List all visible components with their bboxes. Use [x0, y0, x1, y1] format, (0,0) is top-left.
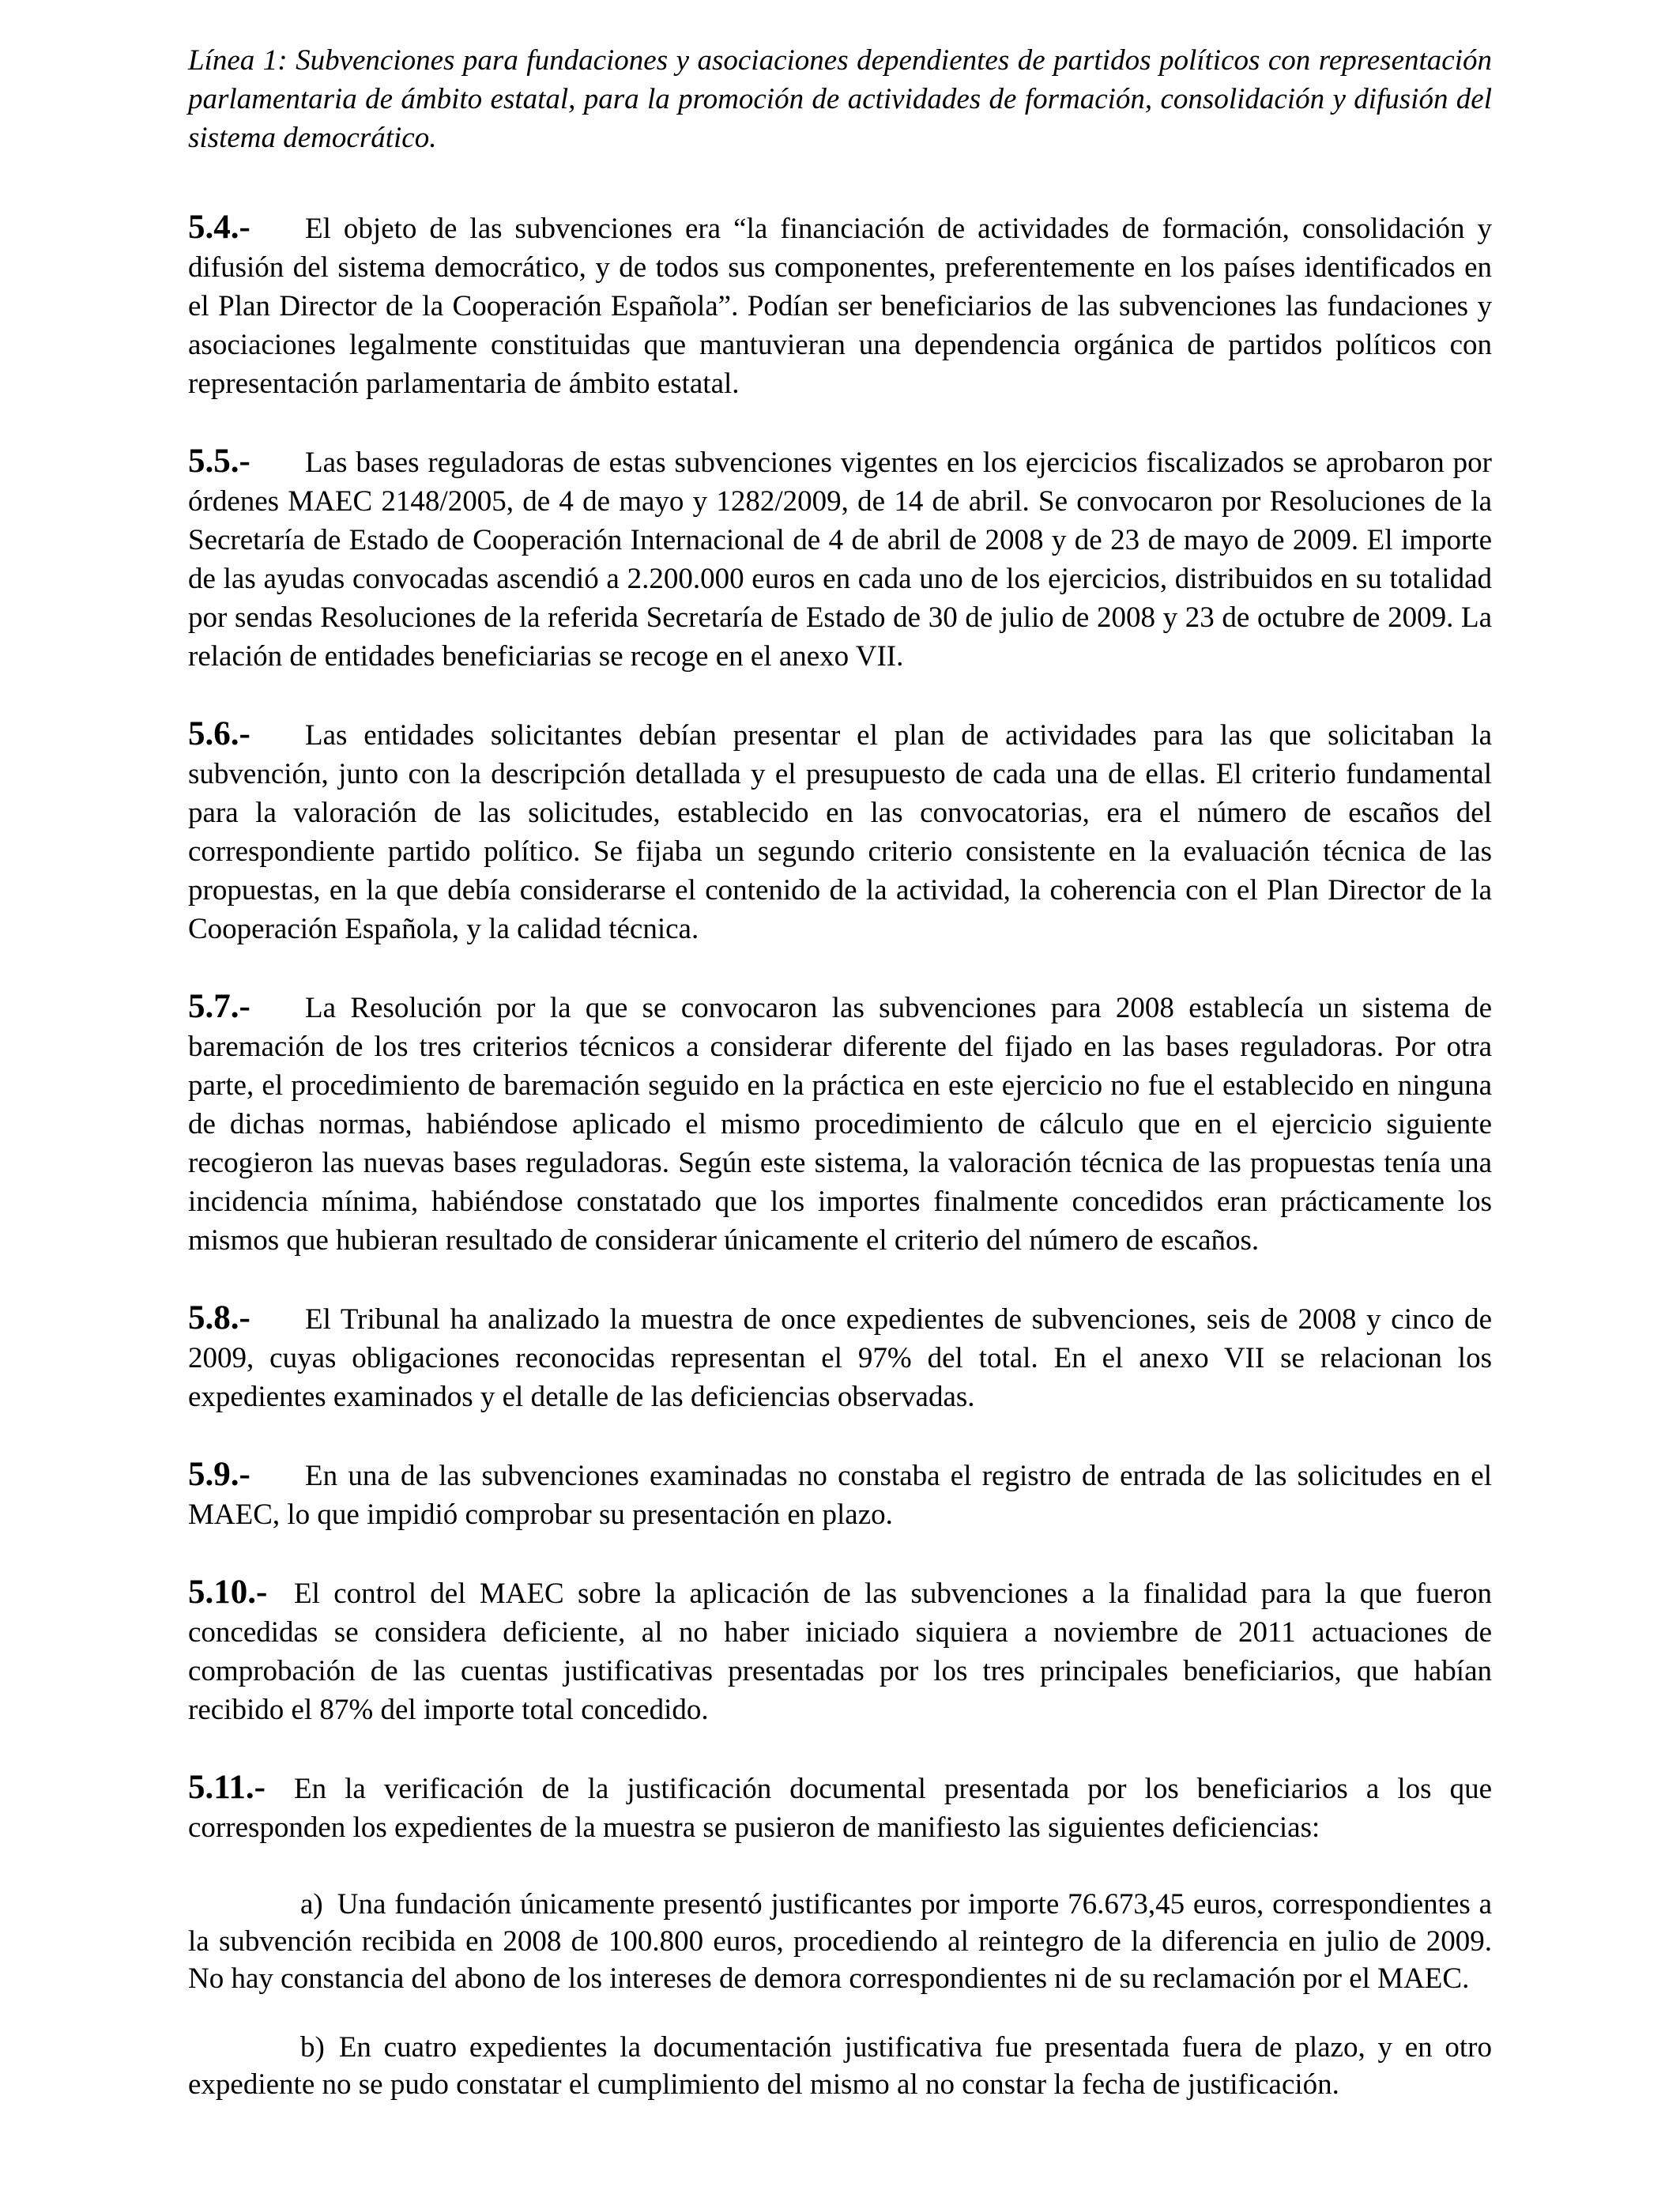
- paragraph-text: En una de las subvenciones examinadas no constaba el registro de entrada de las solicitudes en el MAEC, lo que impidió comprobar su presentación en plazo.: [188, 1460, 1492, 1531]
- paragraph-number: 5.11.-: [188, 1769, 266, 1806]
- paragraph-5-9: [188, 1455, 1492, 1534]
- paragraph-text: El control del MAEC sobre la aplicación de las subvenciones a la finalidad para la que fueron concedidas se considera deficiente, al no haber iniciado siquiera a noviembre de 2011 actuaciones de comprobación de las cuentas justificativas presentadas por los tres principales beneficiarios, que habían recibido el 87% del importe total concedido.: [188, 1578, 1492, 1726]
- section-intro: Línea 1: Subvenciones para fundaciones y asociaciones dependientes de partidos políticos con representación parlamentaria de ámbito estatal, para la promoción de actividades de formación, consolidación y difusión del sistema democrático.: [188, 44, 1492, 154]
- paragraph-5-8: [188, 1299, 1492, 1416]
- paragraph-number: 5.8.-: [188, 1299, 250, 1336]
- list-marker: b): [300, 2031, 325, 2064]
- list-item-text: Una fundación únicamente presentó justificantes por importe 76.673,45 euros, correspondientes a la subvención recibida en 2008 de 100.800 euros, procediendo al reintegro de la diferencia en julio de 2009. No hay constancia del abono de los intereses de demora correspondientes ni de su reclamación por el MAEC.: [188, 1888, 1492, 1995]
- paragraph-text: En la verificación de la justificación documental presentada por los beneficiarios a los que corresponden los expedientes de la muestra se pusieron de manifiesto las siguientes deficiencias:: [188, 1773, 1492, 1844]
- paragraph-5-5: [188, 442, 1492, 676]
- list-item-a: [188, 1886, 1492, 1997]
- paragraph-text: El Tribunal ha analizado la muestra de once expedientes de subvenciones, seis de 2008 y cinco de 2009, cuyas obligaciones reconocidas representan el 97% del total. En el anexo VII se relacionan los expedientes examinados y el detalle de las deficiencias observadas.: [188, 1303, 1492, 1413]
- list-item-text: En cuatro expedientes la documentación justificativa fue presentada fuera de plazo, y en otro expediente no se pudo constatar el cumplimiento del mismo al no constar la fecha de justificación.: [188, 2031, 1492, 2101]
- paragraph-5-4: [188, 208, 1492, 403]
- paragraph-number: 5.10.-: [188, 1574, 268, 1611]
- paragraph-5-6: [188, 714, 1492, 948]
- paragraph-number: 5.7.-: [188, 988, 250, 1025]
- paragraph-5-11: [188, 1768, 1492, 1847]
- paragraph-text: Las entidades solicitantes debían presentar el plan de actividades para las que solicitaban la subvención, junto con la descripción detallada y el presupuesto de cada una de ellas. El criterio fundamental para la valoración de las solicitudes, establecido en las convocatorias, era el número de escaños del correspondiente partido político. Se fijaba un segundo criterio consistente en la evaluación técnica de las propuestas, en la que debía considerarse el contenido de la actividad, la coherencia con el Plan Director de la Cooperación Española, y la calidad técnica.: [188, 719, 1492, 945]
- paragraph-text: La Resolución por la que se convocaron las subvenciones para 2008 establecía un sistema de baremación de los tres criterios técnicos a considerar diferente del fijado en las bases reguladoras. Por otra parte, el procedimiento de baremación seguido en la práctica en este ejercicio no fue el establecido en ninguna de dichas normas, habiéndose aplicado el mismo procedimiento de cálculo que en el ejercicio siguiente recogieron las nuevas bases reguladoras. Según este sistema, la valoración técnica de las propuestas tenía una incidencia mínima, habiéndose constatado que los importes finalmente concedidos eran prácticamente los mismos que hubieran resultado de considerar únicamente el criterio del número de escaños.: [188, 992, 1492, 1257]
- paragraph-number: 5.4.-: [188, 209, 250, 246]
- paragraph-text: El objeto de las subvenciones era “la financiación de actividades de formación, consolidación y difusión del sistema democrático, y de todos sus componentes, preferentemente en los países identificados en el Plan Director de la Cooperación Española”. Podían ser beneficiarios de las subvenciones las fundaciones y asociaciones legalmente constituidas que mantuvieran una dependencia orgánica de partidos políticos con representación parlamentaria de ámbito estatal.: [188, 213, 1492, 400]
- paragraph-5-7: [188, 987, 1492, 1260]
- paragraph-number: 5.5.-: [188, 443, 250, 480]
- paragraph-5-10: [188, 1573, 1492, 1729]
- list-marker: a): [300, 1888, 323, 1921]
- list-item-b: [188, 2029, 1492, 2103]
- paragraph-number: 5.6.-: [188, 715, 250, 752]
- paragraph-text: Las bases reguladoras de estas subvenciones vigentes en los ejercicios fiscalizados se aprobaron por órdenes MAEC 2148/2005, de 4 de mayo y 1282/2009, de 14 de abril. Se convocaron por Resoluciones de la Secretaría de Estado de Cooperación Internacional de 4 de abril de 2008 y de 23 de mayo de 2009. El importe de las ayudas convocadas ascendió a 2.200.000 euros en cada uno de los ejercicios, distribuidos en su totalidad por sendas Resoluciones de la referida Secretaría de Estado de 30 de julio de 2008 y 23 de octubre de 2009. La relación de entidades beneficiarias se recoge en el anexo VII.: [188, 447, 1492, 673]
- document-page: [188, 41, 1492, 2135]
- paragraph-number: 5.9.-: [188, 1456, 250, 1493]
